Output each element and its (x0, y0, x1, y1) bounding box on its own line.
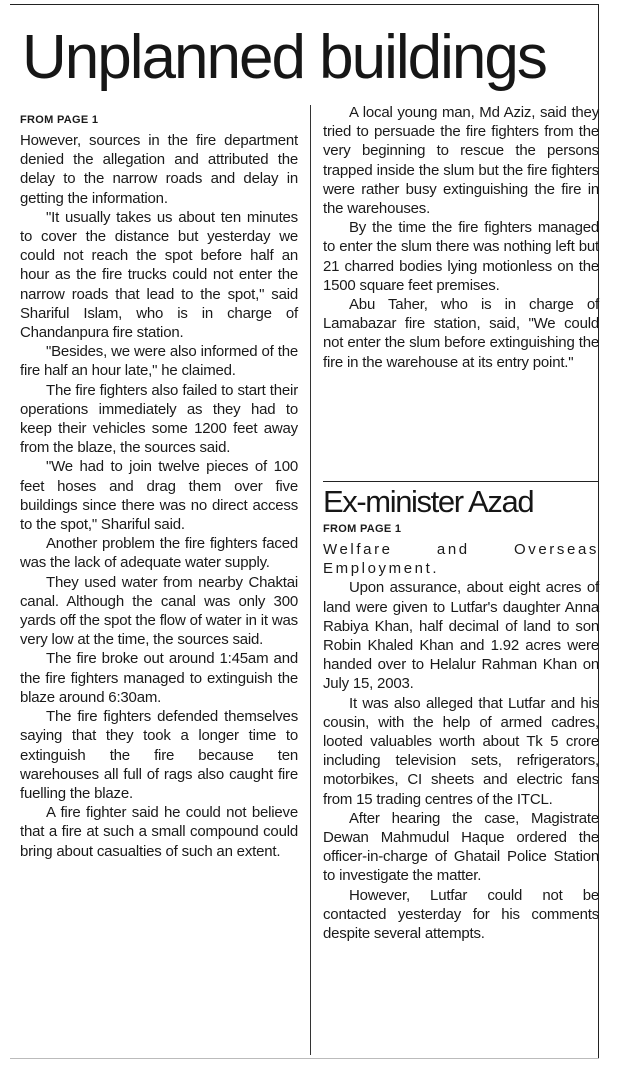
article-paragraph: After hearing the case, Magistrate Dewan Mahmudul Haque ordered the officer-in-charge of Ghatail Police Station to investigate the matter. (323, 809, 599, 885)
from-page-kicker: FROM PAGE 1 (323, 523, 402, 535)
second-article (323, 484, 599, 943)
article-paragraph: They used water from nearby Chaktai canal. Although the canal was only 300 yards off the spot the flow of water in it was very low at the time, the sources said. (20, 573, 298, 649)
article-paragraph: "Besides, we were also informed of the fire half an hour late," he claimed. (20, 343, 298, 380)
article-paragraph: "It usually takes us about ten minutes to cover the distance but yesterday we could not reach the spot before half an hour as the fire trucks could not enter the narrow roads that lead to the spot," said Shariful Islam, who is in charge of Chandanpura fire station. (20, 208, 298, 342)
column-divider (310, 105, 311, 1055)
article-paragraph: The fire broke out around 1:45am and the fire fighters managed to extinguish the blaze around 6:30am. (20, 650, 298, 706)
article-paragraph: A fire fighter said he could not believe that a fire at such a small compound could bring about casualties of such an extent. (20, 804, 298, 860)
article-column-1 (20, 113, 298, 861)
article-paragraph: Welfare and Overseas Employment. (323, 541, 599, 578)
article-paragraph: However, Lutfar could not be contacted yesterday for his comments despite several attempts. (323, 886, 599, 943)
article-paragraph: The fire fighters also failed to start their operations immediately as they had to keep their vehicles some 1200 feet away from the blaze, the sources said. (20, 381, 298, 457)
bottom-rule (10, 1058, 599, 1059)
article-paragraph: The fire fighters defended themselves saying that they took a longer time to extinguish the fire because ten warehouses all full of rags also caught fire fuelling the blaze. (20, 708, 298, 802)
article-paragraph: "We had to join twelve pieces of 100 feet hoses and drag them over five buildings since there was no direct access to the spot," Shariful said. (20, 458, 298, 534)
article-paragraph: Abu Taher, who is in charge of Lamabazar fire station, said, "We could not enter the slum before extinguishing the fire in the warehouse at its entry point." (323, 296, 599, 371)
article-paragraph: It was also alleged that Lutfar and his cousin, with the help of armed cadres, looted valuables worth about Tk 5 crore including television sets, refrigerators, motorbikes, CI sheets and electric fans from 15 trading centres of the ITCL. (323, 694, 599, 808)
from-page-kicker: FROM PAGE 1 (20, 114, 99, 126)
page-headline: Unplanned buildings (22, 23, 546, 92)
article-paragraph: Another problem the fire fighters faced was the lack of adequate water supply. (20, 535, 298, 572)
article-paragraph: However, sources in the fire department denied the allegation and attributed the delay to the narrow roads and delay in getting the information. (20, 132, 298, 207)
article-paragraph: Upon assurance, about eight acres of land were given to Lutfar's daughter Anna Rabiya Khan, half decimal of land to son Robin Khaled Khan and 1.92 acres were handed over to Helalur Rahman Khan on July 15, 2003. (323, 579, 599, 693)
article-paragraph: By the time the fire fighters managed to enter the slum there was nothing left but 21 charred bodies lying motionless on the 1500 square feet premises. (323, 219, 599, 294)
second-headline: Ex-minister Azad (323, 484, 534, 519)
article-paragraph: A local young man, Md Aziz, said they tried to persuade the fire fighters from the very beginning to rescue the persons trapped inside the slum but the fire fighters were rather busy extinguishing the fire in the warehouses. (323, 104, 599, 218)
section-divider (323, 481, 598, 482)
article-column-2 (323, 103, 599, 372)
top-rule (10, 4, 598, 5)
